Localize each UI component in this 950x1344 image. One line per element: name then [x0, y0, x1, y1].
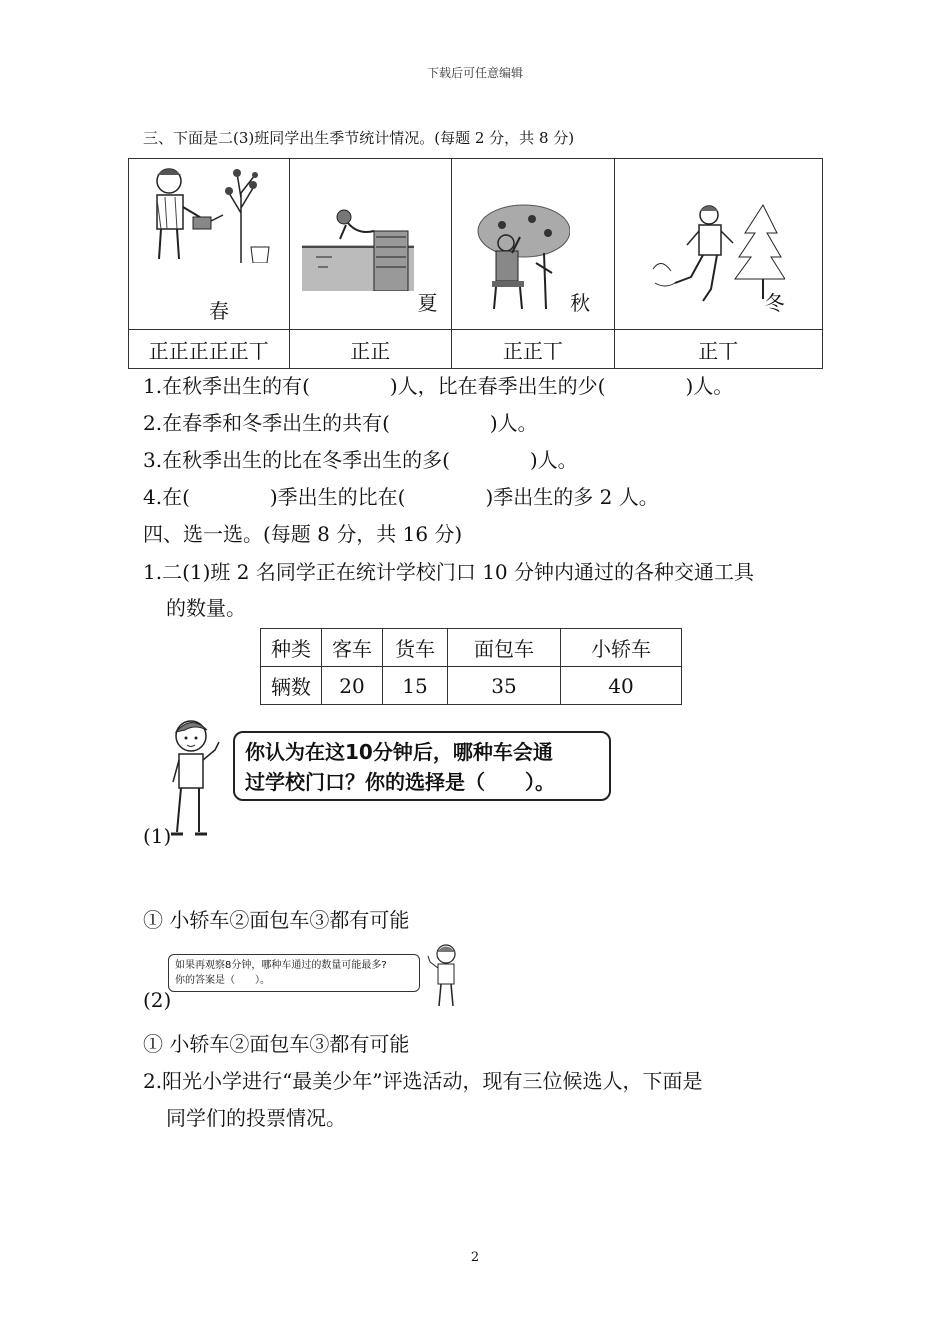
season-cell-spring	[129, 159, 290, 330]
boy-watering-tree-icon	[141, 163, 276, 263]
season-cell-summer	[289, 159, 452, 330]
vehicle-count-car: 40	[561, 667, 682, 705]
season-label-winter: 冬	[764, 291, 785, 315]
vehicle-type-truck: 货车	[383, 629, 448, 667]
speech-bubble-2-line2: 你的答案是（ ）。	[175, 975, 270, 986]
speech-bubble-1-line2: 过学校门口？你的选择是（ ）。	[245, 770, 555, 794]
question-3-2: 2.在春季和冬季出生的共有( )人。	[143, 411, 538, 435]
speech-bubble-2-line1: 如果再观察8分钟，哪种车通过的数量可能最多?	[175, 960, 387, 971]
tally-winter: 正丅	[614, 330, 822, 369]
question-4-2-line1: 2.阳光小学进行“最美少年”评选活动，现有三位候选人，下面是	[143, 1069, 703, 1093]
vehicle-count-truck: 15	[383, 667, 448, 705]
vehicle-table-header-count: 辆数	[261, 667, 322, 705]
sub-question-2-label: (2)	[143, 988, 172, 1012]
vehicle-type-car: 小轿车	[561, 629, 682, 667]
vehicle-type-bus: 客车	[322, 629, 383, 667]
season-cell-autumn	[452, 159, 615, 330]
sub-question-2-options: ① 小轿车②面包车③都有可能	[143, 1032, 410, 1056]
tally-autumn: 正正丅	[452, 330, 615, 369]
tally-summer: 正正	[289, 330, 452, 369]
question-4-2-line2: 同学们的投票情况。	[166, 1106, 346, 1130]
season-cell-winter	[614, 159, 822, 330]
page-header: 下载后可任意编辑	[426, 66, 523, 80]
vehicle-count-bus: 20	[322, 667, 383, 705]
season-label-spring: 春	[209, 299, 229, 323]
vehicle-count-van: 35	[448, 667, 561, 705]
sub-question-1-label: (1)	[143, 824, 172, 848]
diving-board-swimmer-icon	[302, 207, 414, 291]
question-3-1: 1.在秋季出生的有( )人，比在春季出生的少( )人。	[143, 374, 734, 398]
page-number: 2	[470, 1250, 480, 1265]
vehicle-type-van: 面包车	[448, 629, 561, 667]
season-label-autumn: 秋	[570, 291, 591, 315]
speech-bubble-1	[233, 731, 611, 801]
question-4-1-line2: 的数量。	[166, 596, 246, 620]
boy-pointing-icon	[165, 716, 227, 840]
child-thinking-icon	[424, 942, 466, 1008]
season-label-summer: 夏	[417, 291, 438, 315]
question-4-1-line1: 1.二(1)班 2 名同学正在统计学校门口 10 分钟内通过的各种交通工具	[143, 560, 755, 584]
sub-question-1-options: ① 小轿车②面包车③都有可能	[143, 908, 410, 932]
section4-title: 四、选一选。(每题 8 分，共 16 分)	[143, 522, 463, 546]
speech-bubble-1-line1: 你认为在这10分钟后，哪种车会通	[245, 740, 553, 764]
skater-in-snow-icon	[645, 199, 785, 305]
speech-bubble-2	[168, 954, 420, 992]
question-3-3: 3.在秋季出生的比在冬季出生的多( )人。	[143, 448, 578, 472]
tally-spring: 正正正正正丅	[129, 330, 290, 369]
season-table	[128, 158, 823, 369]
question-3-4: 4.在( )季出生的比在( )季出生的多 2 人。	[143, 485, 659, 509]
section3-title: 三、下面是二(3)班同学出生季节统计情况。(每题 2 分，共 8 分)	[143, 129, 575, 147]
vehicle-table	[260, 628, 682, 705]
vehicle-table-header-type: 种类	[261, 629, 322, 667]
child-picking-fruit-icon	[472, 203, 570, 309]
